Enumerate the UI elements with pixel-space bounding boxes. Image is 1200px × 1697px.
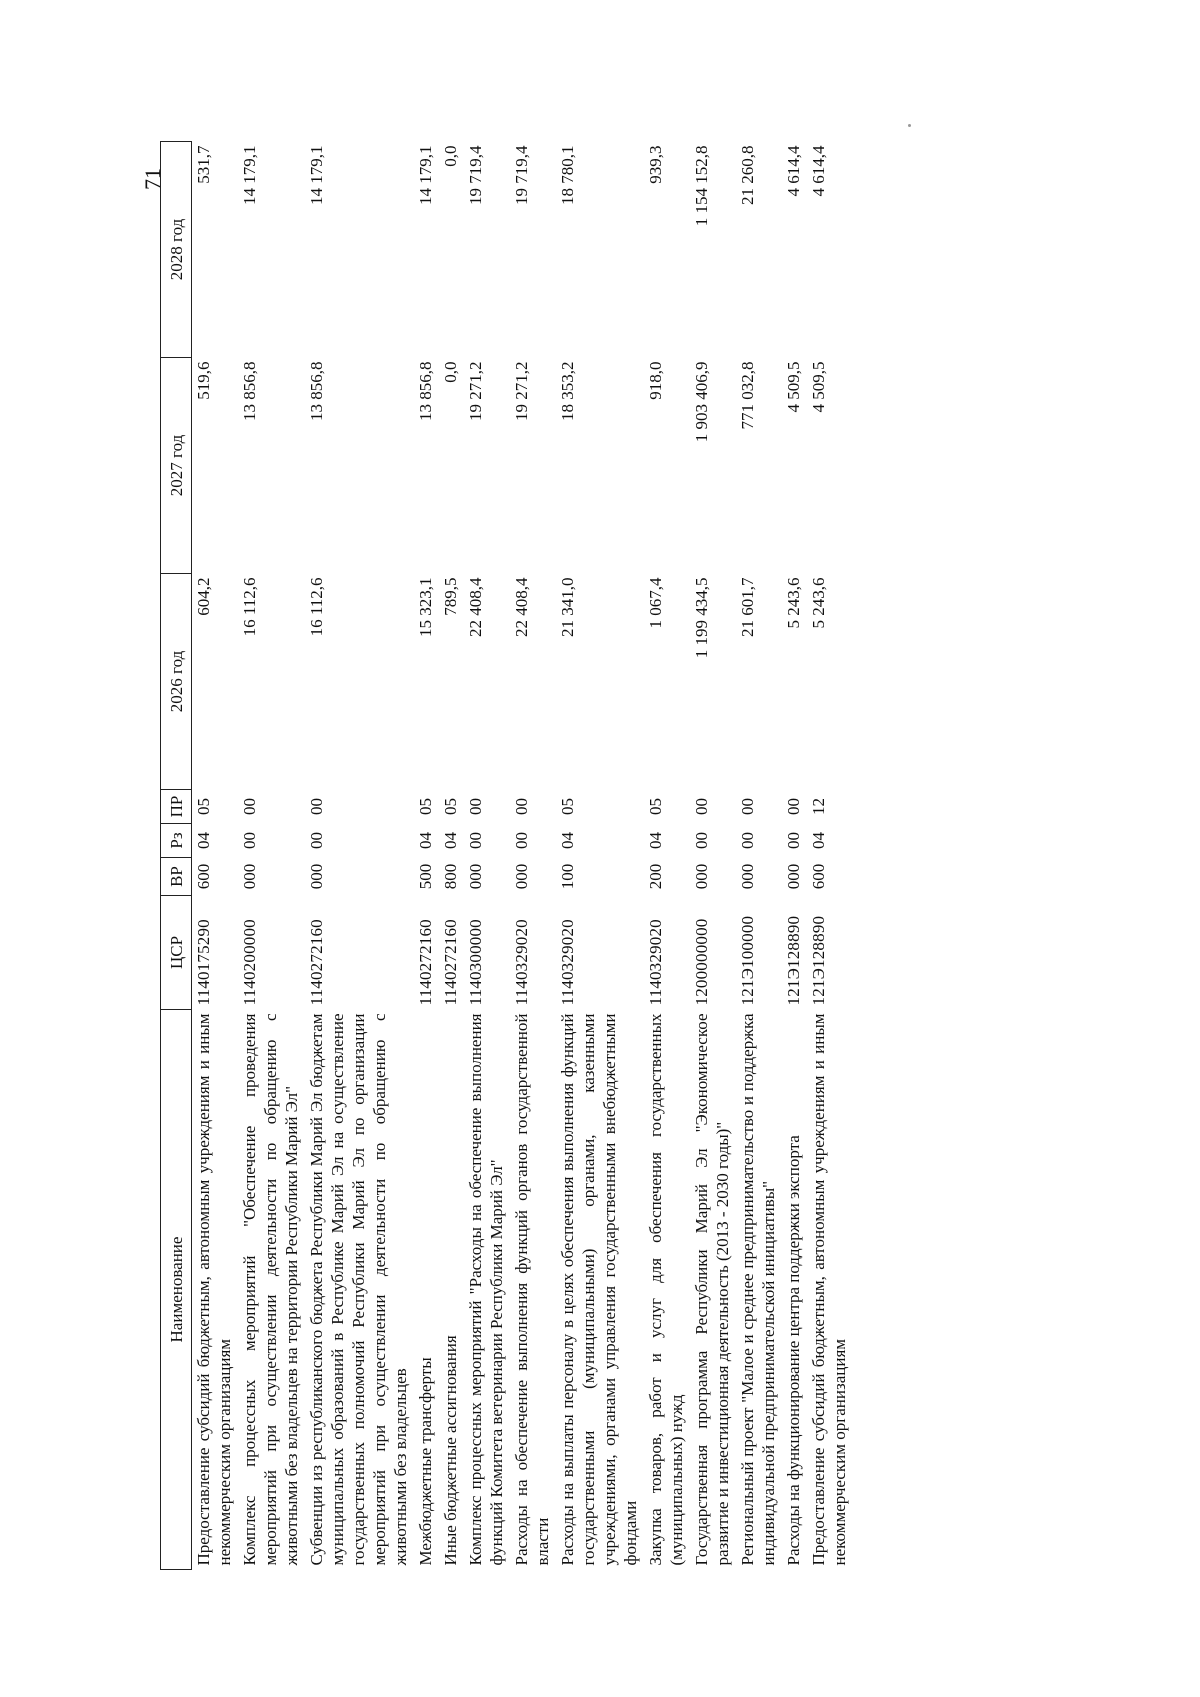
vr-cell-line: 100 [558,863,577,890]
pr-cell [305,790,414,824]
value-2028-line: 4 614,4 [784,145,803,197]
code-cell-line: 1140329020 [558,919,577,1006]
pr-cell-line: 12 [809,798,828,815]
row-name: Субвенции из республиканского бюджета Республики Марий Эл бюджетам муниципальных образований в Республике Марий Эл на осуществление государственных полномочий Республики Марий Эл по организации мероприятий при осуществлении деятельности по обращению с животными без владельцев [307,1013,410,1566]
code-cell [782,896,807,1010]
value-2026-line: 22 408,4 [466,577,485,637]
value-2026 [464,574,510,790]
table-row [510,142,556,1570]
row-name: Предоставление субсидий бюджетным, автономным учреждениям и иным некоммерческим организациям [194,1013,234,1566]
table-row [690,142,736,1570]
row-name: Иные бюджетные ассигнования [441,1335,460,1566]
pr-cell [807,790,853,824]
value-2027-line: 4 509,5 [784,361,803,413]
code-cell-line: 1140272160 [307,919,326,1006]
pr-cell [464,790,510,824]
vr-cell [736,858,782,896]
code-cell-line: 1140329020 [512,919,531,1006]
row-name: Государственная программа Республики Марий Эл "Экономическое развитие и инвестиционная деятельность (2013 - 2030 годы)" [692,1013,732,1566]
vr-cell-line: 600 [194,863,213,890]
value-2028 [414,142,439,358]
value-2028 [556,142,644,358]
code-cell-line: 1140329020 [646,919,665,1006]
vr-cell-line: 600 [809,863,828,890]
rz-cell [736,824,782,858]
value-2027-line: 771 032,8 [738,361,757,430]
pr-cell-line: 00 [692,798,711,815]
vr-cell [690,858,736,896]
rz-cell-line: 04 [194,832,213,849]
pr-cell [510,790,556,824]
header-rz: Рз [161,824,192,858]
value-2027-line: 13 856,8 [307,361,326,421]
code-cell-line: 1140200000 [240,919,259,1006]
value-2027 [782,358,807,574]
row-name: Расходы на обеспечение выполнения функций органов государственной власти [512,1013,552,1566]
rz-cell [192,824,239,858]
value-2028-line: 531,7 [194,145,213,184]
value-2028 [192,142,239,358]
vr-cell [414,858,439,896]
code-cell [238,896,305,1010]
vr-cell-line: 800 [441,863,460,890]
pr-cell [644,790,690,824]
vr-cell-line: 000 [784,863,803,890]
value-2028 [690,142,736,358]
rz-cell [690,824,736,858]
rz-cell [238,824,305,858]
vr-cell-line: 500 [416,863,435,890]
rz-cell-line: 04 [809,832,828,849]
table-row [644,142,690,1570]
vr-cell [644,858,690,896]
header-pr: ПР [161,790,192,824]
code-cell [736,896,782,1010]
vr-cell [238,858,305,896]
value-2028-line: 939,3 [646,145,665,184]
vr-cell-line: 000 [466,863,485,890]
header-name: Наименование [161,1010,192,1570]
row-name: Межбюджетные трансферты [416,1357,435,1566]
rz-cell-line: 00 [307,832,326,849]
code-cell [305,896,414,1010]
table-row [736,142,782,1570]
value-2027 [807,358,853,574]
code-cell-line: 1140272160 [416,919,435,1006]
page-number: 71 [140,168,165,190]
pr-cell-line: 00 [307,798,326,815]
code-cell-line: 121Э100000 [738,915,757,1006]
pr-cell-line: 00 [784,798,803,815]
value-2028-line: 4 614,4 [809,145,828,197]
budget-table-sheet [160,142,920,1570]
table-row [464,142,510,1570]
row-name: Расходы на функционирование центра поддержки экспорта [784,1135,803,1566]
budget-table [160,141,853,1570]
value-2027-line: 18 353,2 [558,361,577,421]
pr-cell [782,790,807,824]
row-name: Комплекс процессных мероприятий "Расходы на обеспечение выполнения функций Комитета ветеринарии Республики Марий Эл" [466,1013,506,1566]
table-body [192,142,854,1570]
value-2027 [238,358,305,574]
pr-cell-line: 05 [194,798,213,815]
value-2028-line: 1 154 152,8 [692,145,711,227]
value-2027 [464,358,510,574]
code-cell-line: 1140300000 [466,919,485,1006]
value-2028 [305,142,414,358]
vr-cell [556,858,644,896]
rz-cell [556,824,644,858]
vr-cell [192,858,239,896]
value-2026 [238,574,305,790]
value-2028 [736,142,782,358]
value-2026 [556,574,644,790]
value-2027 [644,358,690,574]
table-row [238,142,305,1570]
value-2026 [736,574,782,790]
pr-cell [439,790,464,824]
value-2027 [192,358,239,574]
rz-cell-line: 00 [738,832,757,849]
value-2028-line: 19 719,4 [466,145,485,205]
scan-speck [908,124,911,127]
pr-cell [192,790,239,824]
pr-cell-line: 05 [558,798,577,815]
value-2026 [690,574,736,790]
value-2026-line: 16 112,6 [240,577,259,637]
value-2028-line: 14 179,1 [416,145,435,205]
rz-cell [464,824,510,858]
vr-cell-line: 000 [738,863,757,890]
vr-cell-line: 000 [307,863,326,890]
pr-cell [238,790,305,824]
value-2028-line: 19 719,4 [512,145,531,205]
value-2027 [556,358,644,574]
value-2028-line: 0,0 [441,145,460,167]
value-2026-line: 1 199 434,5 [692,577,711,659]
value-2026-line: 15 323,1 [416,577,435,637]
header-2028: 2028 год [161,142,192,358]
value-2028-line: 18 780,1 [558,145,577,205]
table-row [439,142,464,1570]
code-cell-line: 1200000000 [692,918,711,1006]
value-2026 [782,574,807,790]
code-cell [439,896,464,1010]
code-cell [556,896,644,1010]
header-2026: 2026 год [161,574,192,790]
code-cell [510,896,556,1010]
rz-cell-line: 00 [240,832,259,849]
rz-cell [807,824,853,858]
value-2027-line: 19 271,2 [466,361,485,421]
code-cell [414,896,439,1010]
value-2028 [439,142,464,358]
table-row [192,142,239,1570]
code-cell [464,896,510,1010]
vr-cell [782,858,807,896]
rz-cell [510,824,556,858]
pr-cell-line: 00 [738,798,757,815]
pr-cell [690,790,736,824]
value-2027-line: 13 856,8 [416,361,435,421]
code-cell [807,896,853,1010]
pr-cell-line: 05 [646,798,665,815]
value-2028 [807,142,853,358]
vr-cell-line: 000 [512,863,531,890]
vr-cell-line: 000 [692,863,711,890]
value-2028 [464,142,510,358]
value-2027-line: 918,0 [646,361,665,400]
pr-cell [556,790,644,824]
pr-cell-line: 00 [240,798,259,815]
vr-cell [305,858,414,896]
value-2027-line: 519,6 [194,361,213,400]
value-2027 [414,358,439,574]
code-cell [192,896,239,1010]
row-name: Региональный проект "Малое и среднее предпринимательство и поддержка индивидуальной предпринимательской инициативы" [738,1013,778,1566]
pr-cell-line: 05 [441,798,460,815]
value-2027-line: 19 271,2 [512,361,531,421]
value-2026-line: 5 243,6 [784,577,803,629]
code-cell-line: 1140272160 [441,919,460,1006]
rz-cell-line: 00 [784,832,803,849]
code-cell-line: 121Э128890 [809,915,828,1006]
value-2026-line: 21 601,7 [738,577,757,637]
header-csr: ЦСР [161,896,192,1010]
value-2026 [644,574,690,790]
pr-cell [414,790,439,824]
value-2027 [736,358,782,574]
value-2026 [439,574,464,790]
value-2027-line: 4 509,5 [809,361,828,413]
value-2026 [414,574,439,790]
pr-cell-line: 00 [466,798,485,815]
table-row [414,142,439,1570]
pr-cell-line: 00 [512,798,531,815]
table-header-row [161,142,192,1570]
pr-cell [736,790,782,824]
pr-cell-line: 05 [416,798,435,815]
value-2027 [690,358,736,574]
value-2026 [510,574,556,790]
table-row [305,142,414,1570]
value-2026 [192,574,239,790]
value-2028 [510,142,556,358]
code-cell [690,896,736,1010]
rz-cell-line: 00 [466,832,485,849]
value-2027 [510,358,556,574]
rz-cell-line: 04 [646,832,665,849]
value-2028 [782,142,807,358]
header-2027: 2027 год [161,358,192,574]
value-2026-line: 1 067,4 [646,577,665,629]
code-cell-line: 121Э128890 [784,915,803,1006]
vr-cell-line: 000 [240,863,259,890]
row-name: Предоставление субсидий бюджетным, автономным учреждениям и иным некоммерческим организациям [809,1013,849,1566]
value-2028 [238,142,305,358]
vr-cell [439,858,464,896]
value-2026-line: 22 408,4 [512,577,531,637]
value-2028 [644,142,690,358]
vr-cell [510,858,556,896]
value-2026-line: 21 341,0 [558,577,577,637]
table-row [556,142,644,1570]
vr-cell-line: 200 [646,863,665,890]
rz-cell [439,824,464,858]
value-2026 [807,574,853,790]
rz-cell [414,824,439,858]
table-row [807,142,853,1570]
table-row [782,142,807,1570]
rz-cell-line: 04 [441,832,460,849]
code-cell [644,896,690,1010]
rz-cell-line: 00 [512,832,531,849]
code-cell-line: 1140175290 [194,919,213,1006]
value-2027-line: 1 903 406,9 [692,361,711,443]
value-2028-line: 14 179,1 [307,145,326,205]
row-name: Расходы на выплаты персоналу в целях обеспечения выполнения функций государственными (муниципальными) органами, казенными учреждениями, органами управления государственными внебюджетными фондами [558,1013,640,1566]
value-2027-line: 13 856,8 [240,361,259,421]
vr-cell [464,858,510,896]
value-2026-line: 5 243,6 [809,577,828,629]
vr-cell [807,858,853,896]
row-name: Закупка товаров, работ и услуг для обеспечения государственных (муниципальных) нужд [646,1013,686,1566]
rz-cell-line: 04 [416,832,435,849]
value-2026-line: 604,2 [194,577,213,616]
value-2028-line: 14 179,1 [240,145,259,205]
rz-cell [782,824,807,858]
row-name: Комплекс процессных мероприятий "Обеспечение проведения мероприятий при осуществлении деятельности по обращению с животными без владельцев на территории Республики Марий Эл" [240,1013,301,1566]
header-vr: ВР [161,858,192,896]
value-2027 [305,358,414,574]
value-2027 [439,358,464,574]
value-2028-line: 21 260,8 [738,145,757,205]
value-2027-line: 0,0 [441,361,460,383]
rz-cell [644,824,690,858]
rz-cell-line: 04 [558,832,577,849]
value-2026-line: 16 112,6 [307,577,326,637]
value-2026 [305,574,414,790]
rz-cell [305,824,414,858]
value-2026-line: 789,5 [441,577,460,616]
rz-cell-line: 00 [692,832,711,849]
